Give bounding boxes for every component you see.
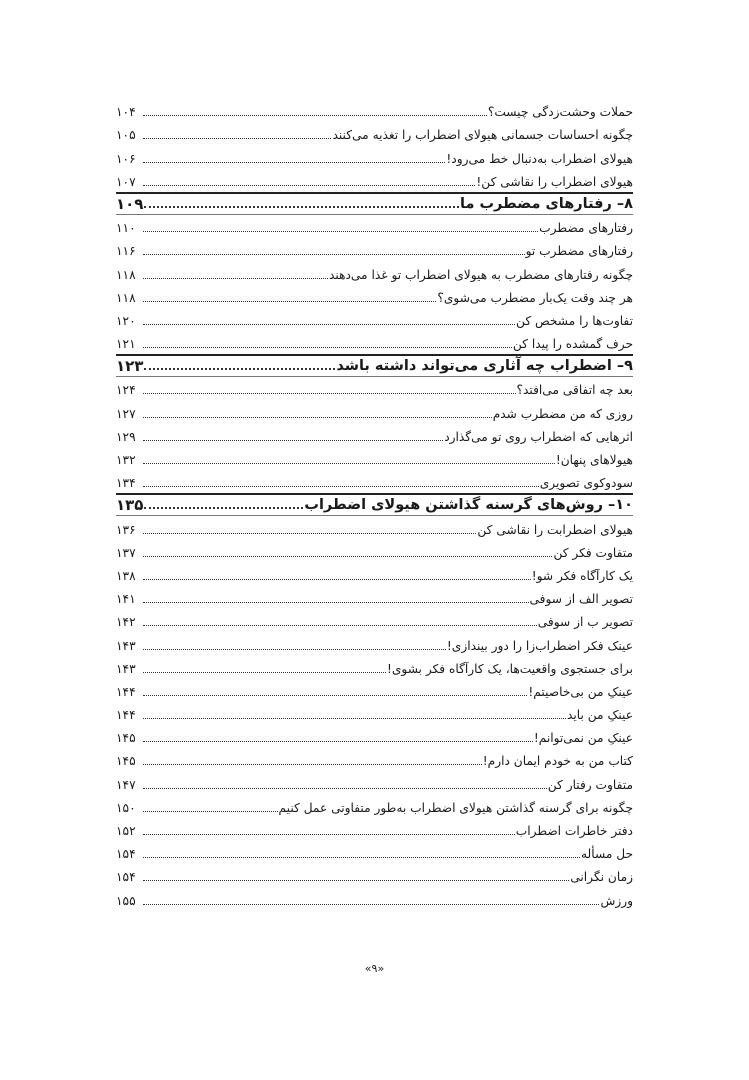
toc-page-number: ۱۱۰: [116, 221, 136, 236]
toc-title: چگونه برای گرسنه گذاشتن هیولای اضطراب به‌طور متفاوتی عمل کنیم: [278, 800, 633, 815]
toc-title: اثرهایی که اضطراب روی تو می‌گذارد: [444, 429, 633, 444]
toc-title: عینک فکر اضطراب‌زا را دور بیندازی!: [446, 638, 633, 653]
toc-page-number: ۱۱۶: [116, 244, 136, 259]
dot-leader: [144, 206, 459, 208]
dot-leader: [143, 138, 331, 139]
dot-leader: [143, 857, 580, 858]
toc-entry: [116, 308, 633, 331]
toc-entry: [116, 841, 633, 864]
toc-page-number: ۱۵۵: [116, 893, 136, 908]
toc-title: رفتارهای مضطرب: [539, 221, 633, 236]
toc-entry: [116, 609, 633, 632]
toc-title: چگونه رفتارهای مضطرب به هیولای اضطراب تو غذا می‌دهند: [328, 267, 633, 282]
dot-leader: [143, 602, 529, 603]
dot-leader: [143, 579, 531, 580]
toc-title: هیولاهای پنهان!: [555, 453, 633, 467]
toc-entry: [116, 285, 633, 308]
toc-entry: [116, 563, 633, 586]
toc-page-number: ۱۲۹: [116, 429, 136, 444]
dot-leader: [143, 764, 482, 765]
toc-title: حرف گمشده را پیدا کن: [512, 337, 633, 352]
toc-entry: [116, 470, 633, 493]
toc-entry: [116, 632, 633, 655]
toc-page-number: ۱۴۵: [116, 731, 136, 746]
toc-entry: [116, 145, 633, 168]
toc-page-number: ۱۴۷: [116, 777, 136, 792]
toc-title: حملات وحشت‌زدگی چیست؟: [487, 105, 633, 120]
dot-leader: [143, 533, 476, 534]
toc-title: چگونه احساسات جسمانی هیولای اضطراب را تغذیه می‌کنند: [332, 128, 633, 143]
toc-entry: [116, 122, 633, 145]
toc-page-number: ۱۴۳: [116, 638, 136, 653]
dot-leader: [143, 788, 547, 789]
dot-leader: [143, 463, 555, 464]
dot-leader: [143, 440, 443, 441]
toc-title: متفاوت رفتار کن: [547, 777, 633, 792]
toc-page-number: ۱۰۴: [116, 105, 136, 120]
toc-title: بعد چه اتفاقی می‌افتد؟: [516, 383, 633, 398]
toc-title: زمان نگرانی: [570, 870, 633, 885]
toc-chapter: [116, 354, 633, 377]
toc-entry: [116, 424, 633, 447]
toc-entry: [116, 447, 633, 470]
toc-entry: [116, 261, 633, 284]
toc-entry: [116, 586, 633, 609]
toc-title: هیولای اضطرابت را نقاشی کن: [477, 522, 633, 537]
toc-title: ۱۰– روش‌های گرسنه گذاشتن هیولای اضطراب: [304, 497, 633, 514]
toc-page-number: ۱۲۰: [116, 313, 136, 328]
toc-entry: [116, 169, 633, 192]
toc-title: سودوکوی تصویری: [539, 476, 633, 491]
toc-entry: [116, 818, 633, 841]
dot-leader: [143, 347, 512, 348]
toc-page-number: ۱۴۱: [116, 592, 136, 607]
toc-page-number: ۱۰۷: [116, 174, 136, 189]
table-of-contents: [116, 99, 633, 911]
toc-page-number: ۱۴۲: [116, 615, 136, 630]
toc-entry: [116, 400, 633, 423]
dot-leader: [143, 486, 539, 487]
dot-leader: [143, 393, 516, 394]
toc-chapter: [116, 493, 633, 516]
toc-page-number: ۱۳۸: [116, 568, 136, 583]
toc-title: برای جستجوی واقعیت‌ها، یک کارآگاه فکر بشوی!: [386, 661, 633, 676]
dot-leader: [143, 115, 487, 116]
toc-title: دفتر خاطرات اضطراب: [515, 824, 633, 838]
toc-title: عینکِ من بی‌خاصیتم!: [528, 684, 633, 699]
toc-title: تصویر الف از سوفی: [529, 592, 633, 607]
dot-leader: [143, 556, 552, 557]
toc-title: کتاب من به خودم ایمان دارم!: [482, 754, 633, 769]
toc-entry: [116, 748, 633, 771]
dot-leader: [143, 904, 599, 905]
toc-title: یک کارآگاه فکر شو!: [531, 568, 633, 583]
toc-entry: [116, 656, 633, 679]
dot-leader: [143, 811, 278, 812]
toc-title: رفتارهای مضطرب تو: [525, 244, 633, 259]
toc-entry: [116, 795, 633, 818]
toc-entry: [116, 238, 633, 261]
toc-title: متفاوت فکر کن: [553, 545, 633, 560]
dot-leader: [143, 718, 566, 719]
dot-leader: [143, 417, 492, 418]
toc-page-number: ۱۲۴: [116, 383, 136, 398]
toc-page-number: ۱۵۲: [116, 824, 136, 838]
dot-leader: [143, 741, 533, 742]
dot-leader: [143, 649, 446, 650]
dot-leader: [143, 254, 525, 255]
dot-leader: [143, 695, 527, 696]
toc-title: عینکِ من باید: [567, 708, 633, 723]
toc-page-number: ۱۱۸: [116, 290, 136, 305]
toc-entry: [116, 725, 633, 748]
dot-leader: [143, 185, 475, 186]
toc-entry: [116, 516, 633, 539]
toc-title: عینکِ من نمی‌توانم!: [533, 731, 633, 746]
toc-title: حل مسأله: [581, 847, 633, 862]
toc-entry: [116, 331, 633, 354]
toc-page-number: ۱۱۸: [116, 267, 136, 282]
toc-page-number: ۱۰۶: [116, 151, 136, 166]
toc-entry: [116, 377, 633, 400]
toc-entry: [116, 702, 633, 725]
toc-page-number: ۱۳۴: [116, 476, 136, 491]
toc-page-number: ۱۴۵: [116, 754, 136, 769]
toc-title: هیولای اضطراب به‌دنبال خط می‌رود!: [446, 151, 633, 166]
toc-page-number: ۱۳۶: [116, 522, 136, 537]
toc-page-number: ۱۳۷: [116, 545, 136, 560]
toc-title: تصویر ب از سوفی: [537, 615, 633, 630]
dot-leader: [143, 324, 515, 325]
toc-page-number: ۱۲۱: [116, 337, 136, 352]
toc-title: ۹– اضطراب چه آثاری می‌تواند داشته باشد: [336, 358, 633, 375]
toc-chapter: [116, 192, 633, 215]
toc-page-number: ۱۳۲: [116, 453, 136, 467]
toc-page-number: ۱۰۵: [116, 128, 136, 143]
toc-page-number: ۱۵۴: [116, 847, 136, 862]
toc-page-number: ۱۲۳: [116, 357, 144, 376]
dot-leader: [143, 880, 569, 881]
dot-leader: [143, 301, 436, 302]
toc-page-number: ۱۰۹: [116, 194, 144, 213]
dot-leader: [143, 672, 386, 673]
page-number: «۹»: [364, 962, 385, 975]
toc-title: ۸– رفتارهای مضطرب ما: [460, 195, 633, 212]
toc-entry: [116, 864, 633, 887]
dot-leader: [144, 507, 303, 509]
dot-leader: [143, 231, 538, 232]
toc-page-number: ۱۳۵: [116, 496, 144, 515]
toc-entry: [116, 679, 633, 702]
toc-entry: [116, 540, 633, 563]
toc-title: ورزش: [600, 893, 633, 908]
toc-page-number: ۱۲۷: [116, 406, 136, 421]
toc-page-number: ۱۵۴: [116, 870, 136, 885]
toc-entry: [116, 771, 633, 794]
dot-leader: [143, 278, 328, 279]
dot-leader: [143, 162, 445, 163]
toc-title: تفاوت‌ها را مشخص کن: [516, 313, 633, 328]
toc-page-number: ۱۴۳: [116, 661, 136, 676]
toc-title: هیولای اضطراب را نقاشی کن!: [476, 174, 633, 189]
toc-title: روزی که من مضطرب شدم: [492, 406, 633, 421]
toc-page-number: ۱۵۰: [116, 800, 136, 815]
toc-entry: [116, 215, 633, 238]
toc-page-number: ۱۴۴: [116, 708, 136, 723]
toc-title: هر چند وقت یک‌بار مضطرب می‌شوی؟: [437, 290, 633, 305]
dot-leader: [143, 834, 515, 835]
toc-entry: [116, 99, 633, 122]
dot-leader: [143, 625, 537, 626]
toc-page-number: ۱۴۴: [116, 684, 136, 699]
dot-leader: [144, 368, 335, 370]
toc-entry: [116, 887, 633, 910]
